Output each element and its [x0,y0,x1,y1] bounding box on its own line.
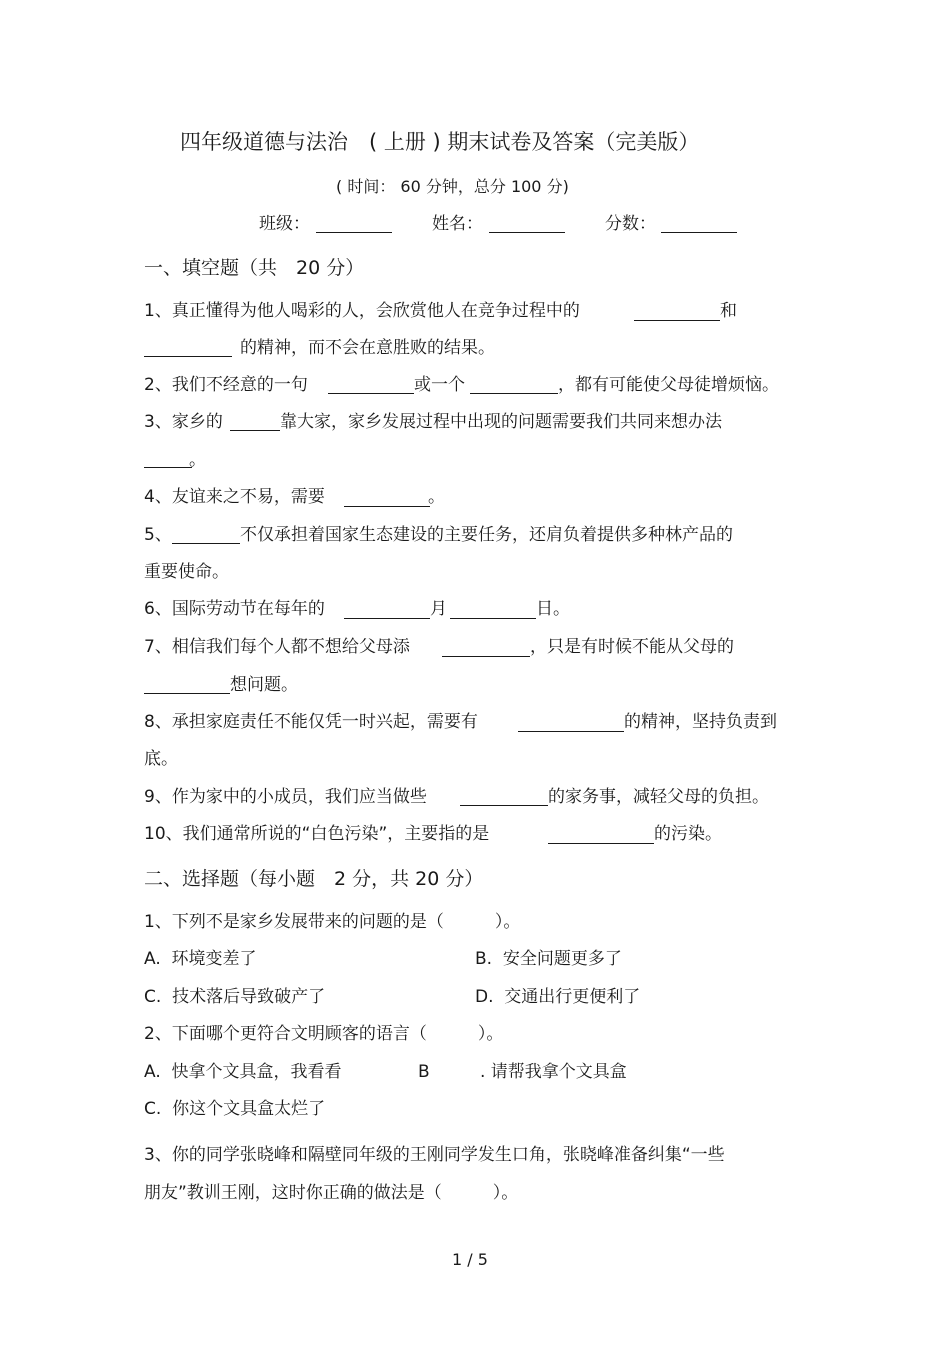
q3-blank-2[interactable] [144,467,192,468]
q10-blank-1[interactable] [548,843,654,844]
mc1-option-a[interactable]: A. 环境变差了 [144,949,257,969]
q1-text-c: 的精神，而不会在意胜败的结果。 [240,338,495,358]
q2-blank-1[interactable] [328,393,414,394]
page-number: 1 / 5 [452,1250,488,1269]
q1-blank-2[interactable] [144,356,232,357]
q8-text-a: 8、承担家庭责任不能仅凭一时兴起，需要有 [144,712,478,732]
q9-text-a: 9、作为家中的小成员，我们应当做些 [144,787,427,807]
class-label: 班级： [259,214,310,234]
q10-text-a: 10、我们通常所说的“白色污染”，主要指的是 [144,824,490,844]
q5-blank-1[interactable] [172,543,240,544]
q9-blank-1[interactable] [460,805,548,806]
q4-text-a: 4、友谊来之不易，需要 [144,487,325,507]
q8-text-b: 的精神，坚持负责到 [624,712,777,732]
q1-text-a: 1、真正懂得为他人喝彩的人，会欣赏他人在竞争过程中的 [144,301,580,321]
section2-heading: 二、选择题（每小题 2 分，共 20 分） [144,868,484,890]
q6-blank-1[interactable] [344,618,430,619]
q1-blank-1[interactable] [634,320,720,321]
q7-text-b: ，只是有时候不能从父母的 [530,637,734,657]
mc1-option-d[interactable]: D. 交通出行更便利了 [475,987,641,1007]
time-info: ( 时间： 60 分钟，总分 100 分) [336,177,569,196]
mc3-stem-line1: 3、你的同学张晓峰和隔壁同年级的王刚同学发生口角，张晓峰准备纠集“一些 [144,1145,725,1165]
q7-blank-1[interactable] [442,656,530,657]
q3-text-c: 。 [189,450,206,470]
mc2-option-c[interactable]: C. 你这个文具盒太烂了 [144,1099,326,1119]
q6-blank-2[interactable] [450,618,536,619]
q6-text-a: 6、国际劳动节在每年的 [144,599,325,619]
q5-text-b: 不仅承担着国家生态建设的主要任务，还肩负着提供多种林产品的 [240,525,733,545]
mc2-stem: 2、下面哪个更符合文明顾客的语言（ ）。 [144,1024,504,1044]
mc2-option-a[interactable]: A. 快拿个文具盒，我看看 [144,1062,342,1082]
q7-blank-2[interactable] [144,693,230,694]
mc3-stem-line2: 朋友”教训王刚，这时你正确的做法是（ ）。 [144,1183,519,1203]
q7-text-a: 7、相信我们每个人都不想给父母添 [144,637,410,657]
q5-text-c: 重要使命。 [144,562,229,582]
q3-text-b: 靠大家，家乡发展过程中出现的问题需要我们共同来想办法 [280,412,722,432]
q8-text-c: 底。 [144,749,178,769]
q5-text-a: 5、 [144,525,172,545]
section1-heading: 一、填空题（共 20 分） [144,257,365,279]
q4-text-b: 。 [428,487,445,507]
q6-text-b: 月 [430,599,447,619]
q7-text-c: 想问题。 [230,675,298,695]
mc1-option-c[interactable]: C. 技术落后导致破产了 [144,987,326,1007]
score-blank[interactable] [661,232,737,233]
mc1-stem: 1、下列不是家乡发展带来的问题的是（ ）。 [144,912,521,932]
mc2-option-b-letter[interactable]: B [418,1062,430,1082]
q2-text-a: 2、我们不经意的一句 [144,375,308,395]
q4-blank-1[interactable] [344,506,430,507]
q6-text-c: 日。 [536,599,570,619]
name-blank[interactable] [489,232,565,233]
score-label: 分数： [605,214,656,234]
q10-text-b: 的污染。 [654,824,722,844]
name-label: 姓名： [432,214,483,234]
mc2-option-b-text[interactable]: . 请帮我拿个文具盒 [480,1062,627,1082]
q3-blank-1[interactable] [230,430,280,431]
mc1-option-b[interactable]: B. 安全问题更多了 [475,949,622,969]
class-blank[interactable] [316,232,392,233]
q3-text-a: 3、家乡的 [144,412,223,432]
exam-title: 四年级道德与法治 ( 上册 ) 期末试卷及答案（完美版） [180,130,700,154]
q9-text-b: 的家务事，减轻父母的负担。 [548,787,769,807]
q8-blank-1[interactable] [518,731,624,732]
q1-text-b: 和 [720,301,737,321]
q2-text-b: 或一个 [414,375,465,395]
q2-text-c: ，都有可能使父母徒增烦恼。 [558,375,779,395]
q2-blank-2[interactable] [470,393,558,394]
